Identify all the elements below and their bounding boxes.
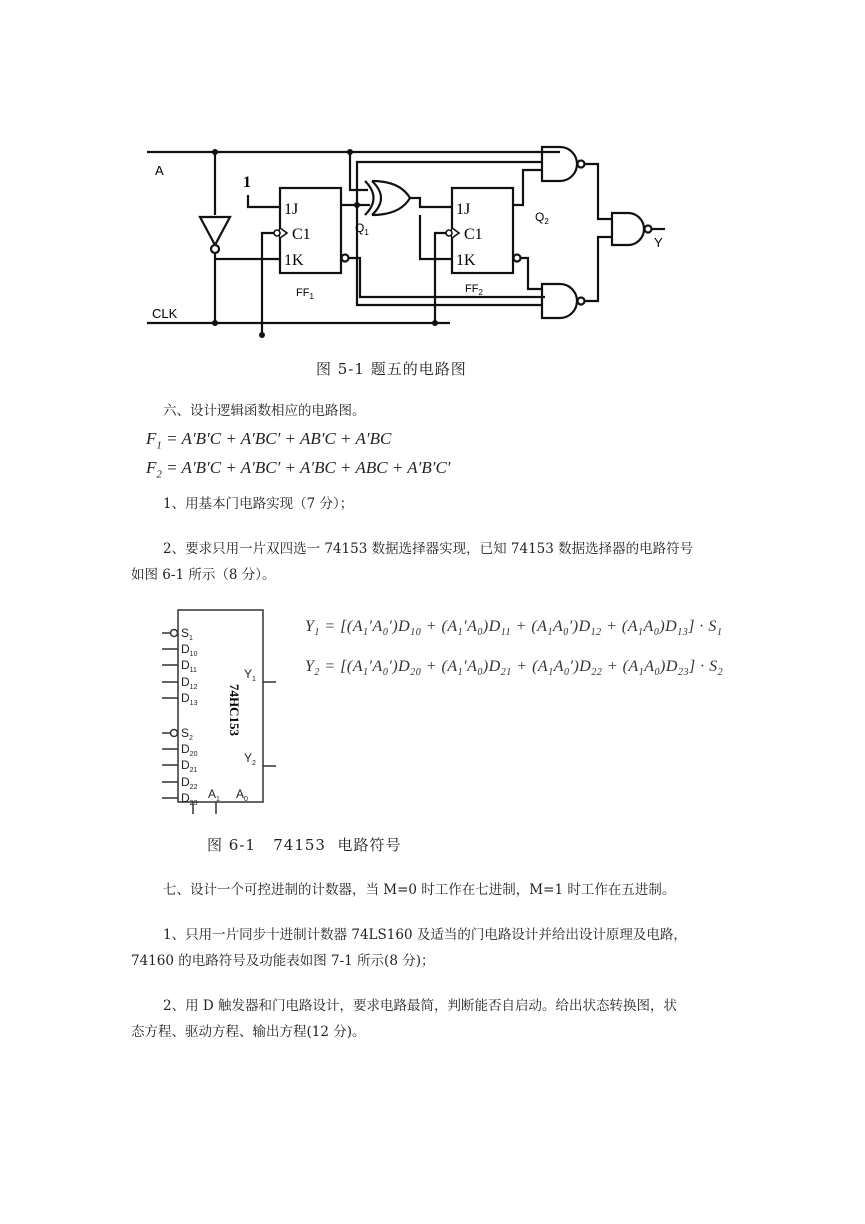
pin-a0: $A_0$: [236, 787, 248, 803]
output-label-y: Y: [654, 235, 663, 250]
ff2-k-label: 1K: [456, 252, 476, 269]
pin-d13: $D_{13}$: [181, 691, 198, 707]
pin-y1: $Y_1$: [244, 667, 256, 683]
input-label-a: A: [155, 163, 164, 178]
pin-d20: $D_{20}$: [181, 742, 198, 758]
ff1-k-label: 1K: [284, 252, 304, 269]
section-6-item-1: 1、用基本门电路实现（7 分）；: [163, 496, 354, 512]
figure-5-1-circuit: [0, 0, 865, 360]
ff1-j-label: 1J: [284, 201, 299, 218]
section-7-heading: 七、设计一个可控进制的计数器，当 M=0 时工作在七进制，M=1 时工作在五进制。: [163, 882, 676, 898]
figure-5-1-caption: 图 5-1 题五的电路图: [316, 360, 467, 378]
pin-d22: $D_{22}$: [181, 775, 198, 791]
input-label-clk: CLK: [152, 306, 178, 321]
q1-label: $Q_1$: [355, 221, 369, 237]
chip-name: 74HC153: [227, 684, 242, 736]
chip-equation-y2: $Y_2 = [(A_1'A_0')D_{20} + (A_1'A_0)D_{21} + (A_1A_0')D_{22} + (A_1A_0)D_{23}] \cdot S_2$: [305, 658, 724, 679]
figure-6-1-caption: 图 6-1 74153 电路符号: [207, 836, 402, 854]
input-label-one: 1: [243, 174, 251, 191]
pin-y2: $Y_2$: [244, 751, 256, 767]
pin-d11: $D_{11}$: [181, 658, 197, 674]
section-7-item-2-line-2: 态方程、驱动方程、输出方程(12 分)。: [131, 1024, 366, 1040]
pin-s1: $S_1$: [181, 626, 193, 642]
formula-f2: $F_2 = A'B'C + A'BC' + A'BC$ + ABC + A′B′C′: [146, 458, 451, 481]
ff2-j-label: 1J: [456, 201, 471, 218]
chip-equation-y1: $Y_1 = [(A_1'A_0')D_{10} + (A_1'A_0)D_{11} + (A_1A_0')D_{12} + (A_1A_0)D_{13}] \cdot S_1$: [305, 618, 723, 639]
ff1-name: $FF_1$: [296, 287, 314, 301]
pin-d23: $D_{23}$: [181, 791, 198, 807]
section-7-item-2-line-1: 2、用 D 触发器和门电路设计，要求电路最简，判断能否自启动。给出状态转换图，状: [163, 998, 677, 1014]
formula-f1: $F_1 = A'B'C + A'BC' + AB'C + A'BC$: [146, 429, 392, 452]
pin-a1: $A_1$: [208, 787, 220, 803]
pin-d10: $D_{10}$: [181, 642, 198, 658]
figure-6-1-chip-symbol: [150, 600, 290, 820]
section-6-item-2-line-2: 如图 6-1 所示（8 分）。: [131, 567, 276, 583]
section-7-item-1-line-1: 1、只用一片同步十进制计数器 74LS160 及适当的门电路设计并给出设计原理及电路，: [163, 927, 687, 943]
pin-s2: $S_2$: [181, 726, 193, 742]
ff1-c-label: C1: [292, 226, 311, 243]
section-6-heading: 六、设计逻辑函数相应的电路图。: [163, 403, 366, 419]
section-6-item-2-line-1: 2、要求只用一片双四选一 74153 数据选择器实现，已知 74153 数据选择器的电路符号: [163, 541, 694, 557]
ff2-c-label: C1: [464, 226, 483, 243]
pin-d12: $D_{12}$: [181, 675, 198, 691]
section-7-item-1-line-2: 74160 的电路符号及功能表如图 7-1 所示(8 分)；: [131, 953, 435, 969]
pin-d21: $D_{21}$: [181, 758, 198, 774]
ff2-name: $FF_2$: [465, 283, 483, 297]
q2-label: $Q_2$: [535, 210, 549, 226]
